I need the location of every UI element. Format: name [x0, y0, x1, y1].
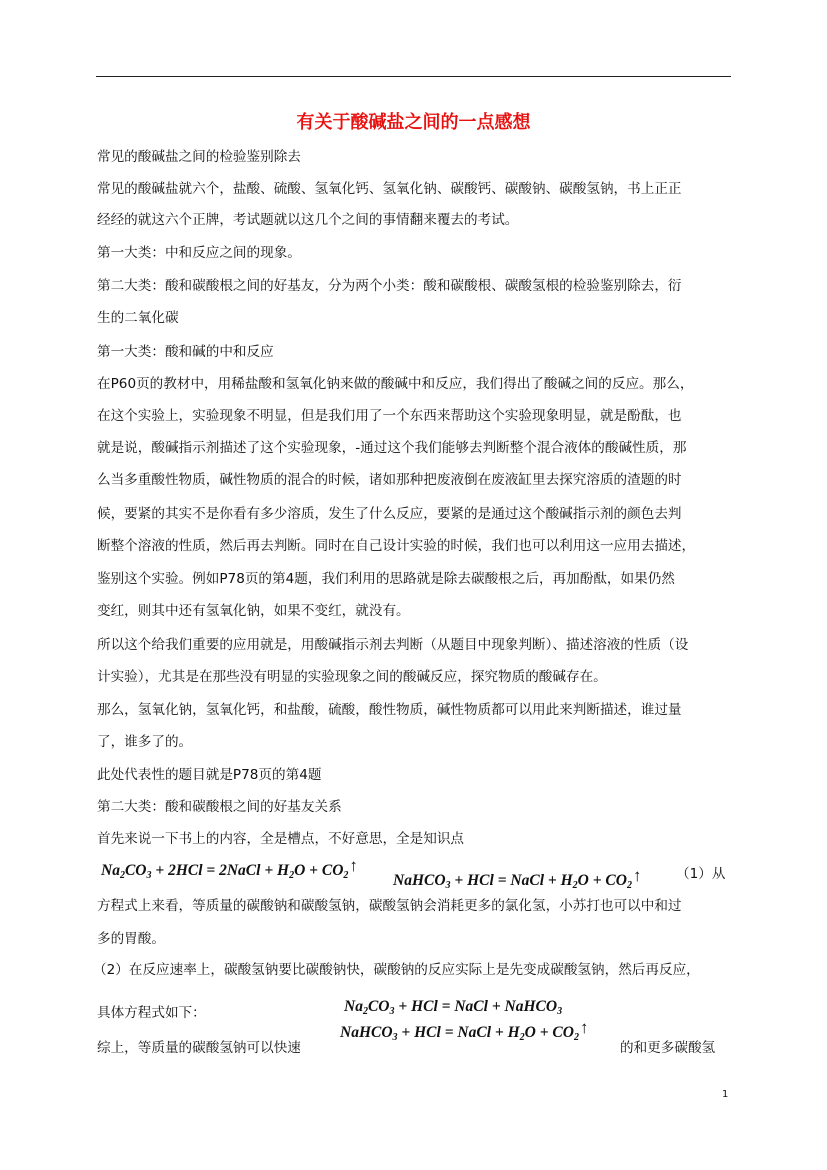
- paragraph-line: 首先来说一下书上的内容，全是槽点，不好意思，全是知识点: [97, 831, 465, 847]
- equation-na2co3-2hcl: $Na_2CO_3 + 2HCl$ = 2NaCl + $H_2O$ + $CO_2↑$: [101, 856, 358, 881]
- paragraph-line: 鉴别这个实验。例如P78页的第4题，我们利用的思路就是除去碳酸根之后，再加酚酞，如果仍然: [97, 571, 675, 587]
- paragraph-line: 候，要紧的其实不是你看有多少溶质，发生了什么反应，要紧的是通过这个酸碱指示剂的颜色去判: [97, 506, 682, 522]
- paragraph-line: 断整个溶液的性质，然后再去判断。同时在自己设计实验的时候，我们也可以利用这一应用去描述，: [97, 538, 696, 554]
- note-label: （1）从: [676, 866, 726, 882]
- paragraph-line: 方程式上来看，等质量的碳酸钠和碳酸氢钠，碳酸氢钠会消耗更多的氯化氢，小苏打也可以中和过: [97, 898, 682, 914]
- paragraph-line: 生的二氧化碳: [97, 310, 179, 326]
- paragraph-line: 的和更多碳酸氢: [620, 1040, 716, 1056]
- paragraph-line: 此处代表性的题目就是P78页的第4题: [97, 767, 322, 783]
- header-rule: [96, 76, 731, 77]
- paragraph-line: 常见的酸碱盐之间的检验鉴别除去: [97, 149, 301, 165]
- equation-nahco3-hcl: NaHCO$_3$ + HCl = NaCl + $H_2O$ + $CO_2↑$: [393, 866, 642, 891]
- paragraph-line: 在这个实验上，实验现象不明显，但是我们用了一个东西来帮助这个实验现象明显，就是酚酞，也: [97, 408, 682, 424]
- paragraph-line: 第二大类：酸和碳酸根之间的好基友，分为两个小类：酸和碳酸根、碳酸氢根的检验鉴别除去，衍: [97, 278, 682, 294]
- paragraph-line: 了，谁多了的。: [97, 734, 193, 750]
- paragraph-line: 在P60页的教材中，用稀盐酸和氢氧化钠来做的酸碱中和反应，我们得出了酸碱之间的反应。那么，: [97, 376, 694, 392]
- paragraph-line: 第二大类：酸和碳酸根之间的好基友关系: [97, 799, 342, 815]
- paragraph-line: 多的胃酸。: [97, 931, 165, 947]
- paragraph-line: 第一大类：酸和碱的中和反应: [97, 344, 274, 360]
- page-number: 1: [722, 1089, 729, 1100]
- paragraph-line: 就是说，酸碱指示剂描述了这个实验现象，-通过这个我们能够去判断整个混合液体的酸碱性质，那: [97, 440, 687, 456]
- paragraph-line: 经经的就这六个正牌，考试题就以这几个之间的事情翻来覆去的考试。: [97, 212, 519, 228]
- equation-nahco3-hcl-2: NaHCO$_3$ + HCl = NaCl + $H_2O$ + $CO_2↑$: [340, 1018, 589, 1043]
- paragraph-line: 常见的酸碱盐就六个，盐酸、硫酸、氢氧化钙、氢氧化钠、碳酸钙、碳酸钠、碳酸氢钠，书上正正: [97, 181, 682, 197]
- paragraph-line: 所以这个给我们重要的应用就是，用酸碱指示剂去判断（从题目中现象判断）、描述溶液的性质（设: [97, 637, 689, 653]
- document-title: 有关于酸碱盐之间的一点感想: [296, 112, 531, 133]
- paragraph-line: 具体方程式如下：: [97, 1005, 206, 1021]
- paragraph-line: 变红，则其中还有氢氧化钠，如果不变红，就没有。: [97, 603, 410, 619]
- paragraph-line: 第一大类：中和反应之间的现象。: [97, 245, 301, 261]
- paragraph-line: 综上，等质量的碳酸氢钠可以快速: [97, 1040, 301, 1056]
- paragraph-line: 那么，氢氧化钠，氢氧化钙，和盐酸，硫酸，酸性物质，碱性物质都可以用此来判断描述，谁过量: [97, 702, 682, 718]
- paragraph-line: 么当多重酸性物质，碱性物质的混合的时候，诸如那种把废液倒在废液缸里去探究溶质的渣题的时: [97, 472, 682, 488]
- paragraph-line: 计实验），尤其是在那些没有明显的实验现象之间的酸碱反应，探究物质的酸碱存在。: [97, 669, 607, 685]
- equation-na2co3-hcl: $Na_2CO_3$ + HCl = NaCl + NaHCO$_3$: [344, 998, 563, 1017]
- paragraph-line: （2）在反应速率上，碳酸氢钠要比碳酸钠快，碳酸钠的反应实际上是先变成碳酸氢钠，然后再反应，: [93, 962, 700, 978]
